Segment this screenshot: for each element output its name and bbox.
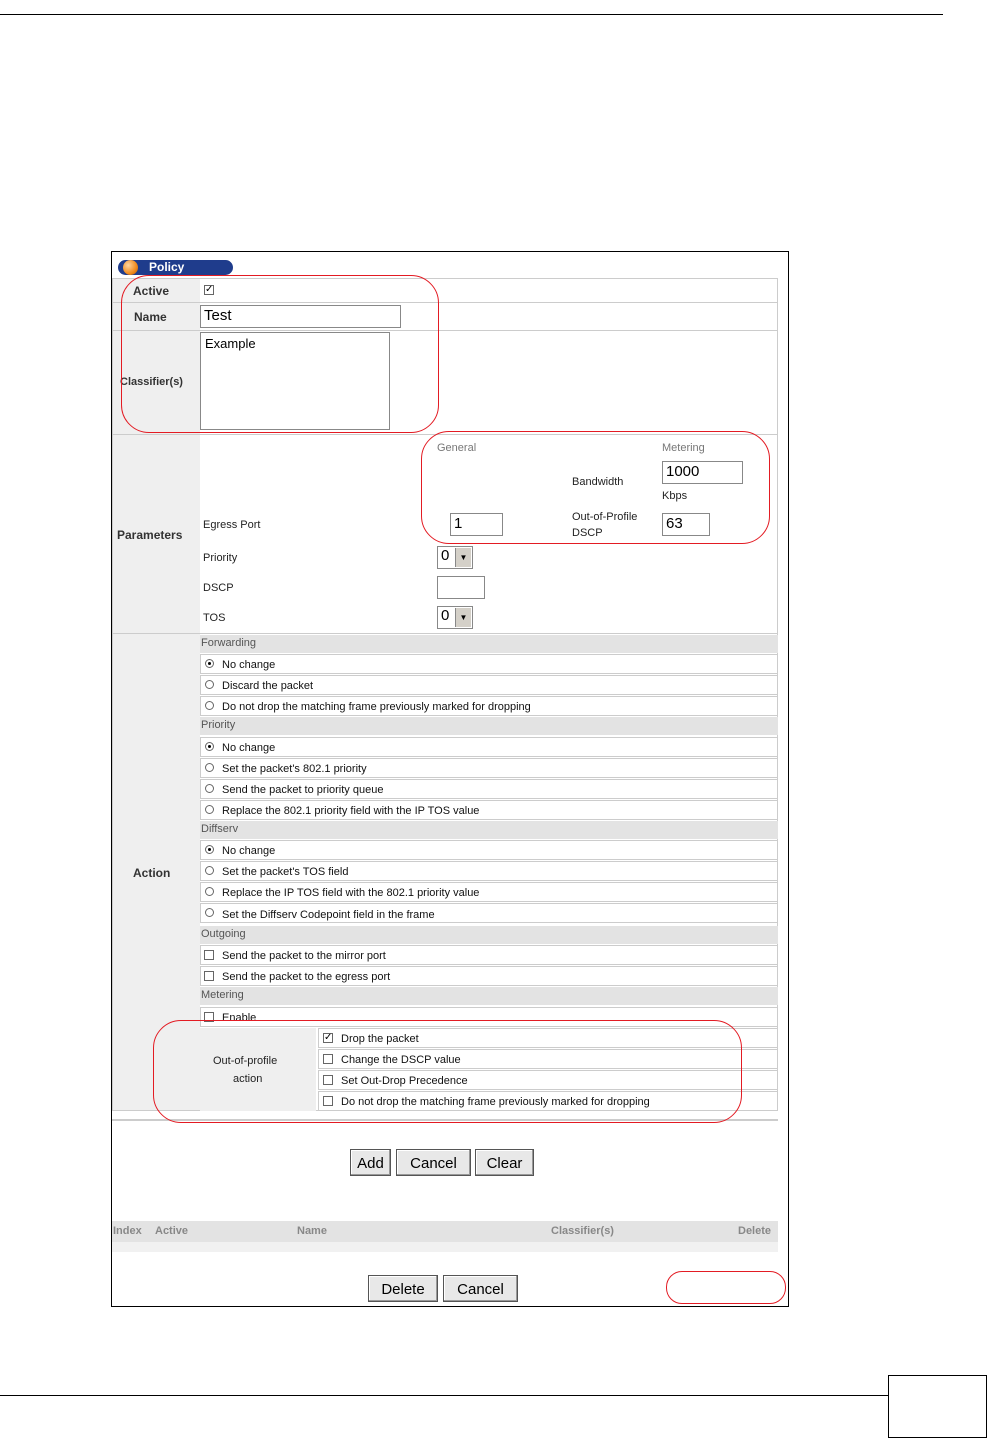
classifiers-label: Classifier(s) <box>120 376 183 388</box>
oop-option-label: Do not drop the matching frame previously marked for dropping <box>341 1096 650 1108</box>
policy-table-header <box>112 1221 778 1242</box>
tos-label: TOS <box>203 612 226 624</box>
table-header-classifiers: Classifier(s) <box>551 1225 614 1237</box>
kbps-label: Kbps <box>662 490 688 502</box>
priority-option-label: Send the packet to priority queue <box>222 784 384 796</box>
diffserv-section-header: Diffserv <box>200 821 778 839</box>
outgoing-section-header: Outgoing <box>200 926 778 944</box>
priority-queue-radio[interactable] <box>205 784 214 793</box>
priority-option-label: Replace the 802.1 priority field with the IP TOS value <box>222 805 480 817</box>
general-label: General <box>437 442 477 454</box>
chevron-down-icon: ▼ <box>455 608 471 627</box>
cancel-delete-button[interactable]: Cancel <box>443 1275 518 1302</box>
diffserv-option-label: Set the Diffserv Codepoint field in the frame <box>222 909 435 921</box>
table-header-name: Name <box>297 1225 327 1237</box>
active-checkbox[interactable]: ✓ <box>205 284 214 295</box>
diffserv-option-label: No change <box>222 845 276 857</box>
oop-option-label: Change the DSCP value <box>341 1054 461 1066</box>
priority-select[interactable] <box>437 546 473 569</box>
action-label: Action <box>133 866 171 880</box>
diffserv-no-change-radio[interactable] <box>205 845 214 854</box>
priority-no-change-radio[interactable] <box>205 742 214 751</box>
active-label: Active <box>133 284 170 298</box>
name-input[interactable]: Test <box>200 305 401 328</box>
oop-action-label-line2: action <box>233 1073 263 1085</box>
oop-dscp-input[interactable]: 63 <box>662 513 710 536</box>
bandwidth-label: Bandwidth <box>572 476 624 488</box>
metering-label: Metering <box>662 442 705 454</box>
oop-dscp-label-line2: DSCP <box>572 527 603 539</box>
table-header-delete: Delete <box>738 1225 772 1237</box>
tos-select[interactable] <box>437 606 473 629</box>
table-header-active: Active <box>155 1225 189 1237</box>
diffserv-set-codepoint-radio[interactable] <box>205 908 214 917</box>
oop-option-label: Drop the packet <box>341 1033 419 1045</box>
highlight-oop-action <box>153 1020 742 1123</box>
policy-header-title: Policy <box>149 260 185 274</box>
chevron-down-icon: ▼ <box>455 548 471 567</box>
dscp-label: DSCP <box>203 582 234 594</box>
diffserv-replace-radio[interactable] <box>205 887 214 896</box>
classifier-item[interactable]: Example <box>205 336 256 351</box>
cancel-button[interactable]: Cancel <box>396 1149 471 1176</box>
forwarding-section-header: Forwarding <box>200 635 778 653</box>
delete-button[interactable]: Delete <box>368 1275 438 1302</box>
priority-option-label: Set the packet's 802.1 priority <box>222 763 367 775</box>
egress-port-input[interactable]: 1 <box>450 513 503 536</box>
egress-port-label: Egress Port <box>203 519 261 531</box>
table-header-index: Index <box>113 1225 142 1237</box>
outgoing-egress-checkbox[interactable] <box>204 971 214 981</box>
policy-table-empty-row <box>112 1242 778 1252</box>
outgoing-option-label: Send the packet to the egress port <box>222 971 391 983</box>
diffserv-set-tos-radio[interactable] <box>205 866 214 875</box>
forwarding-option-label: Do not drop the matching frame previously marked for dropping <box>222 701 531 713</box>
diffserv-option-label: Replace the IP TOS field with the 802.1 priority value <box>222 887 480 899</box>
priority-select-value: 0 <box>441 547 450 564</box>
clear-button[interactable]: Clear <box>475 1149 534 1176</box>
outgoing-option-label: Send the packet to the mirror port <box>222 950 386 962</box>
oop-option-label: Set Out-Drop Precedence <box>341 1075 468 1087</box>
policy-header <box>118 260 233 275</box>
oop-action-label-line1: Out-of-profile <box>213 1055 278 1067</box>
forwarding-discard-radio[interactable] <box>205 680 214 689</box>
orange-orb-icon <box>123 260 138 275</box>
name-label: Name <box>134 310 167 324</box>
forwarding-option-label: No change <box>222 659 276 671</box>
add-button[interactable]: Add <box>350 1149 391 1176</box>
forwarding-do-not-drop-radio[interactable] <box>205 701 214 710</box>
forwarding-option-label: Discard the packet <box>222 680 314 692</box>
priority-section-header: Priority <box>200 717 778 735</box>
diffserv-option-label: Set the packet's TOS field <box>222 866 349 878</box>
dscp-input[interactable] <box>437 576 485 599</box>
tos-select-value: 0 <box>441 607 450 624</box>
bandwidth-input[interactable]: 1000 <box>662 461 743 484</box>
parameters-label: Parameters <box>117 528 183 542</box>
priority-set-radio[interactable] <box>205 763 214 772</box>
metering-section-header: Metering <box>200 987 778 1005</box>
priority-option-label: No change <box>222 742 276 754</box>
highlight-metering-parameters <box>421 431 770 544</box>
priority-label: Priority <box>203 552 238 564</box>
priority-replace-radio[interactable] <box>205 805 214 814</box>
highlight-top-fields <box>121 275 439 433</box>
oop-drop-checkbox[interactable]: ✓ <box>324 1032 333 1043</box>
metering-enable-label: Enable <box>222 1012 257 1024</box>
page-number-box <box>888 1375 987 1438</box>
oop-dscp-label-line1: Out-of-Profile <box>572 511 638 523</box>
forwarding-no-change-radio[interactable] <box>205 659 214 668</box>
outgoing-mirror-checkbox[interactable] <box>204 950 214 960</box>
highlight-bottom-right <box>666 1271 786 1304</box>
